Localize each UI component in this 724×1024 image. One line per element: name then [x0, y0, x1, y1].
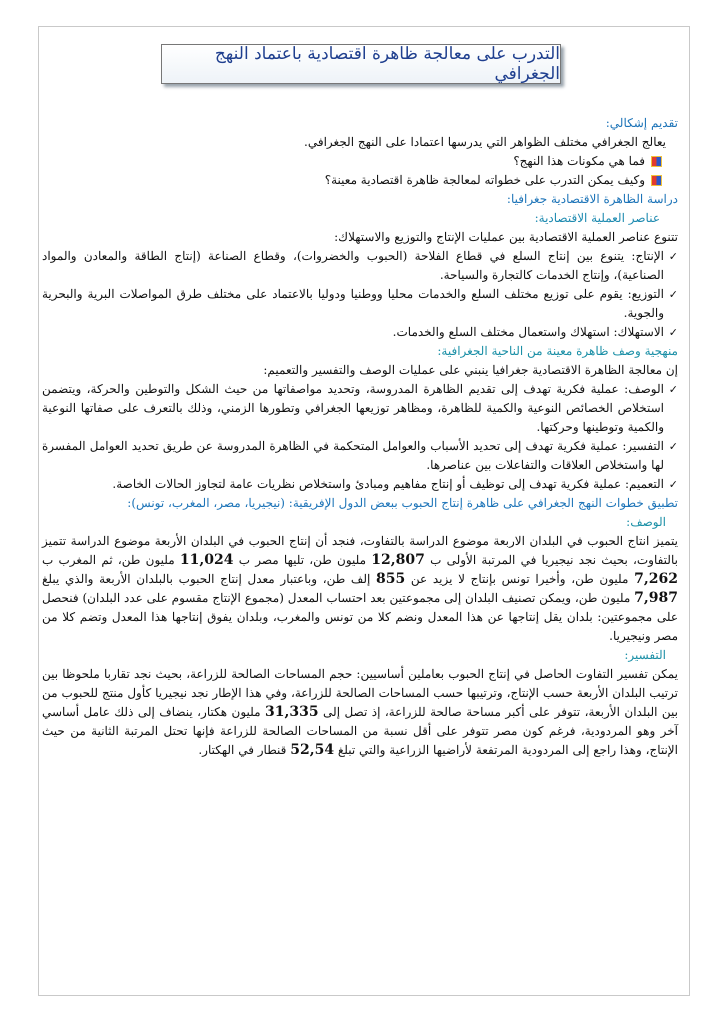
intro-heading: تقديم إشكالي: — [605, 116, 678, 130]
elements-heading: عناصر العملية الاقتصادية: — [534, 211, 660, 225]
value-area: 31,335 — [265, 704, 319, 720]
elements-list — [42, 247, 678, 342]
intro-question-2 — [42, 171, 678, 190]
list-item: ✓ التعميم: عملية فكرية تهدف إلى توظيف أو إنتاج مفاهيم ومبادئ واستخلاص نظريات عامة لتجاوز الحالات الخاصة. — [42, 475, 678, 494]
value-egypt: 11,024 — [179, 552, 234, 568]
page-title: التدرب على معالجة ظاهرة اقتصادية باعتماد النهج الجغرافي — [214, 44, 560, 84]
value-yield: 52,54 — [290, 742, 335, 758]
list-item: ✓ الإنتاج: يتنوع بين إنتاج السلع في قطاع الفلاحة (الحبوب والخضروات)، وقطاع الصناعة (إنتاج الطاقة والمعادن والمواد الصناعية)، وإنتاج الخدمات كالتجارة والسياحة. — [42, 249, 678, 282]
method-intro: إن معالجة الظاهرة الاقتصادية جغرافيا ينبني على عمليات الوصف والتفسير والتعميم: — [263, 363, 678, 377]
value-average: 7,987 — [634, 590, 678, 606]
check-icon: ✓ — [668, 326, 678, 339]
flag-bullet-icon — [651, 175, 662, 186]
intro-question-1 — [42, 152, 678, 171]
check-icon: ✓ — [668, 440, 678, 453]
method-list — [42, 380, 678, 494]
check-icon: ✓ — [668, 383, 678, 396]
description-paragraph: يتميز انتاج الحبوب في البلدان الاربعة موضوع الدراسة بالتفاوت، فنجد أن إنتاج الحبوب في البلدان الأربعة موضوع الدراسة تتميز بالتفاوت، بحيث نجد نيجيريا في المرتبة الأولى ب 12,807 مليون طن، تليها مصر ب 11,024 مليون طن، ثم المغرب ب 7,262 مليون طن، وأخيرا تونس بإنتاج لا يزيد عن 855 إلف طن، وباعتبار معدل إنتاج الحبوب بالبلدان الأربعة والذي يبلغ 7,987 مليون طن، ويمكن تصنيف البلدان إلى مجموعتين بعد احتساب المعدل (مجموع الإنتاج مقسوم على عدد البلدان) فنحصل على مجموعتين: بلدان يقل إنتاجها عن هذا المعدل ونضم كلا من تونس والمغرب، وبلدان يفوق إنتاجها هذا المعدل وتضم كلا من مصر ونيجيريا. — [42, 534, 678, 643]
intro-question-1-text: فما هي مكونات هذا النهج؟ — [513, 154, 645, 168]
explanation-heading: التفسير: — [624, 648, 666, 662]
value-nigeria: 12,807 — [371, 552, 425, 568]
value-tunisia: 855 — [375, 571, 406, 587]
application-heading: تطبيق خطوات النهج الجغرافي على ظاهرة إنتاج الحبوب ببعض الدول الإفريقية: (نيجيريا، مصر، المغرب، تونس): — [127, 496, 678, 510]
check-icon: ✓ — [668, 478, 678, 491]
description-heading: الوصف: — [626, 515, 666, 529]
page-title-box — [161, 44, 561, 84]
explanation-paragraph: يمكن تفسير التفاوت الحاصل في إنتاج الحبوب بعاملين أساسيين: حجم المساحات الصالحة للزراعة، بحيث نجد تقاربا ملحوظا بين ترتيب البلدان الأربعة حسب الإنتاج، وترتيبها حسب المساحات الصالحة للزراعة، وفي هذا الإطار نجد نيجيريا كأول منتج للحبوب من بين البلدان الأربعة، تتوفر على أكبر مساحة صالحة للزراعة، إذ تصل إلى 31,335 مليون هكتار، ينضاف إلى ذلك عامل أساسي آخر وهو المردودية، فرغم كون مصر تتوفر على أقل نسبة من المساحات الصالحة للزراعة فإنها تحتل المرتبة الثانية من حيث الإنتاج، وهذا راجع إلى المردودية المرتفعة لأراضيها الزراعية والتي تبلغ 52,54 قنطار في الهكتار. — [42, 667, 678, 758]
intro-text: يعالج الجغرافي مختلف الظواهر التي يدرسها اعتمادا على النهج الجغرافي. — [304, 135, 666, 149]
elements-intro: تتنوع عناصر العملية الاقتصادية بين عمليات الإنتاج والتوزيع والاستهلاك: — [334, 230, 678, 244]
study-heading: دراسة الظاهرة الاقتصادية جغرافيا: — [506, 192, 678, 206]
check-icon: ✓ — [668, 288, 678, 301]
value-morocco: 7,262 — [634, 571, 678, 587]
intro-question-2-text: وكيف يمكن التدرب على خطواته لمعالجة ظاهرة اقتصادية معينة؟ — [324, 173, 645, 187]
flag-bullet-icon — [651, 156, 662, 167]
list-item: ✓ الاستهلاك: استهلاك واستعمال مختلف السلع والخدمات. — [42, 323, 678, 342]
method-heading: منهجية وصف ظاهرة معينة من الناحية الجغرافية: — [437, 344, 678, 358]
list-item: ✓ التوزيع: يقوم على توزيع مختلف السلع والخدمات محليا ووطنيا ودوليا بالاعتماد على مختلف طرق المواصلات البرية والبحرية والجوية. — [42, 287, 678, 320]
list-item: ✓ التفسير: عملية فكرية تهدف إلى تحديد الأسباب والعوامل المتحكمة في الظاهرة المدروسة عن طريق تحديد العوامل المفسرة لها واستخلاص العلاقات والتفاعلات بين عناصرها. — [42, 439, 678, 472]
check-icon: ✓ — [668, 250, 678, 263]
document-body — [42, 114, 678, 760]
list-item: ✓ الوصف: عملية فكرية تهدف إلى تقديم الظاهرة المدروسة، وتحديد مواصفاتها من حيث الشكل والتوطين والحركة، ويتضمن استخلاص الخصائص النوعية والكمية للظاهرة، ومظاهر توزيعها الجغرافي وتطورها الزمني، وذلك بالتعرف على صفاتها النوعية والكمية وتوطينها وحركتها. — [42, 382, 678, 434]
